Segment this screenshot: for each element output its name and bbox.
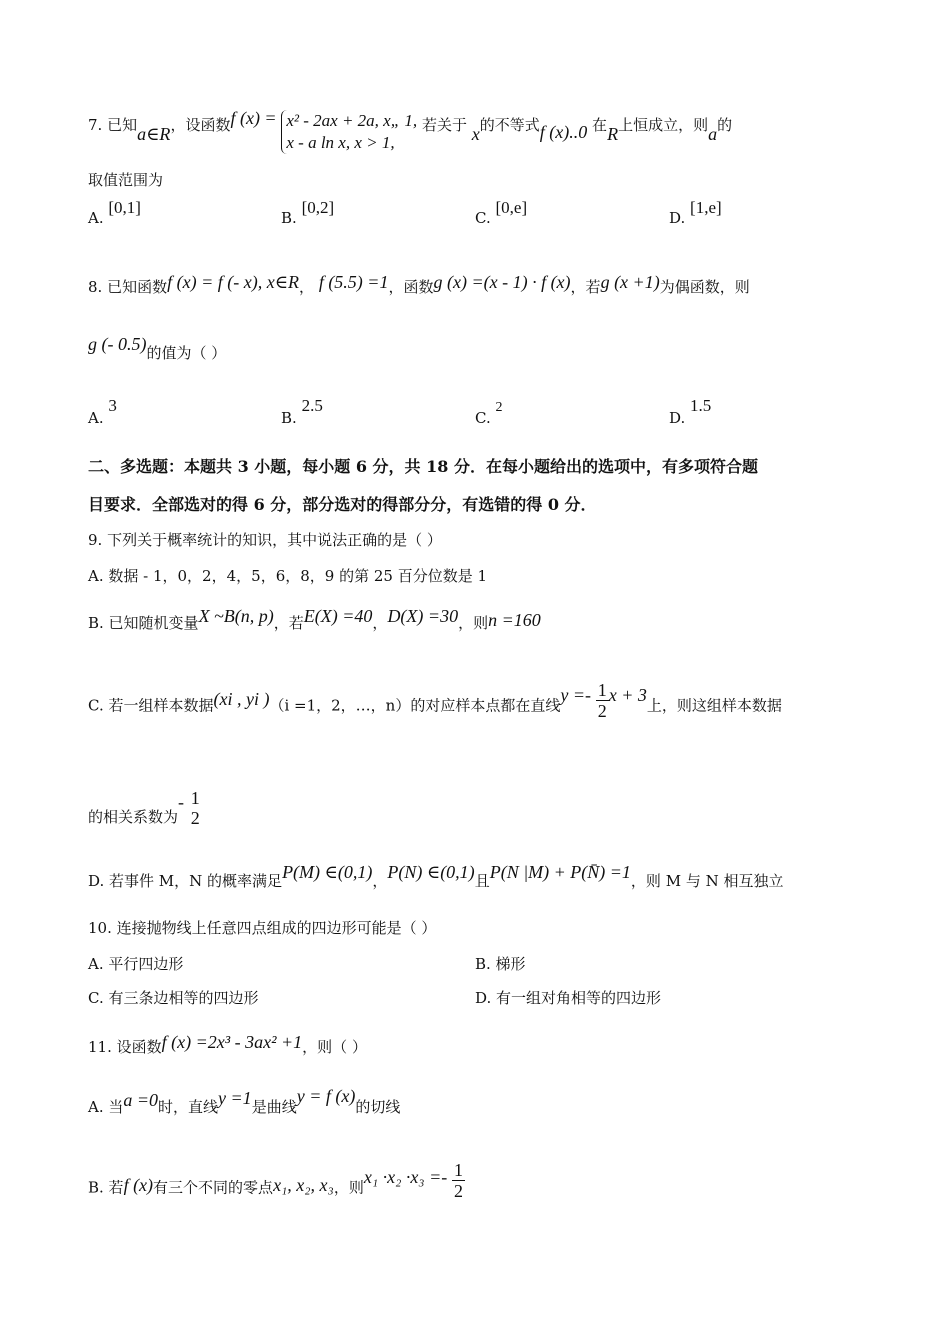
q10-stem: 10. 连接抛物线上任意四点组成的四边形可能是（ ） <box>88 919 437 937</box>
q11-b-fraction: $\frac{1}{2}$ <box>454 1160 463 1201</box>
q9-option-c-line2: 的相关系数为- 1 2 <box>88 788 200 828</box>
q8-option-b[interactable]: B. 2.5 <box>281 396 323 427</box>
q10-option-d[interactable]: D. 有一组对角相等的四边形 <box>475 989 662 1007</box>
q8-option-c[interactable]: C. 2 <box>475 400 503 427</box>
q7-option-c[interactable]: C. [0,e] <box>475 198 528 227</box>
q9-c-fraction: $\frac{1}{2}$ <box>597 680 607 721</box>
q9-option-b[interactable]: B. 已知随机变量X ~B(n, p)，若E(X) =40，D(X) =30，则n =160 <box>88 606 541 632</box>
section2-heading-line1: 二、多选题：本题共 3 小题，每小题 6 分，共 18 分．在每小题给出的选项中，有多项符合题 <box>88 457 758 476</box>
q11-option-a[interactable]: A. 当a =0时，直线y =1是曲线y = f (x)的切线 <box>88 1086 401 1116</box>
q7-line2: 取值范围为 <box>88 171 164 189</box>
q8-option-d[interactable]: D. 1.5 <box>669 396 712 427</box>
q7-fx: f (x) = <box>230 108 277 128</box>
q7-option-a[interactable]: A. [0,1] <box>88 198 141 227</box>
q10-option-a[interactable]: A. 平行四边形 <box>88 955 184 973</box>
q9-stem: 9. 下列关于概率统计的知识，其中说法正确的是（ ） <box>88 531 442 549</box>
q10-option-b[interactable]: B. 梯形 <box>475 955 526 973</box>
q9-option-d[interactable]: D. 若事件 M，N 的概率满足P(M) ∈(0,1)，P(N) ∈(0,1)且P(N |M) + P(N̄) =1，则 M 与 N 相互独立 <box>88 862 784 890</box>
q7-ineq: f (x)..0 <box>539 122 588 142</box>
q7-option-d[interactable]: D. [1,e] <box>669 198 722 227</box>
q9-c-fraction2: 1 2 <box>190 788 200 828</box>
q7-option-b[interactable]: B. [0,2] <box>281 198 335 227</box>
q8-option-a[interactable]: A. 3 <box>88 396 117 427</box>
q9-option-c[interactable]: C. 若一组样本数据(xi , yi )（i =1，2，…，n）的对应样本点都在直线y =- $\frac{1}{2}$ x + 3上，则这组样本数据 <box>88 680 782 721</box>
q7-piecewise: x² - 2ax + 2a, x„ 1, x - a ln x, x > 1, <box>281 110 417 154</box>
q10-option-c[interactable]: C. 有三条边相等的四边形 <box>88 989 259 1007</box>
q7-cond: a∈R <box>137 124 171 144</box>
q11-stem: 11. 设函数f (x) =2x³ - 3ax² +1，则（ ） <box>88 1032 367 1056</box>
q11-option-b[interactable]: B. 若f (x)有三个不同的零点x₁, x₂, x₃，则x₁ ·x₂ ·x₃ =- $\frac{1}{2}$ <box>88 1160 463 1201</box>
section2-heading-line2: 目要求．全部选对的得 6 分，部分选对的得部分分，有选错的得 0 分． <box>88 495 597 514</box>
q7-number: 7. <box>88 116 103 134</box>
q7-line1: 7. 已知a∈R，设函数f (x) = x² - 2ax + 2a, x„ 1, x - a ln x, x > 1, 若关于 x的不等式f (x)..0 在R上恒成立，则a的 <box>88 108 733 152</box>
q8-number: 8. <box>88 278 103 296</box>
q8-line2: g (- 0.5)的值为（ ） <box>88 334 227 362</box>
q9-option-a[interactable]: A. 数据 - 1，0，2，4，5，6，8，9 的第 25 百分位数是 1 <box>88 567 488 585</box>
q8-line1: 8. 已知函数f (x) = f (- x), x∈R， f (5.5) =1，函数g (x) =(x - 1) · f (x)，若g (x +1)为偶函数，则 <box>88 272 750 296</box>
